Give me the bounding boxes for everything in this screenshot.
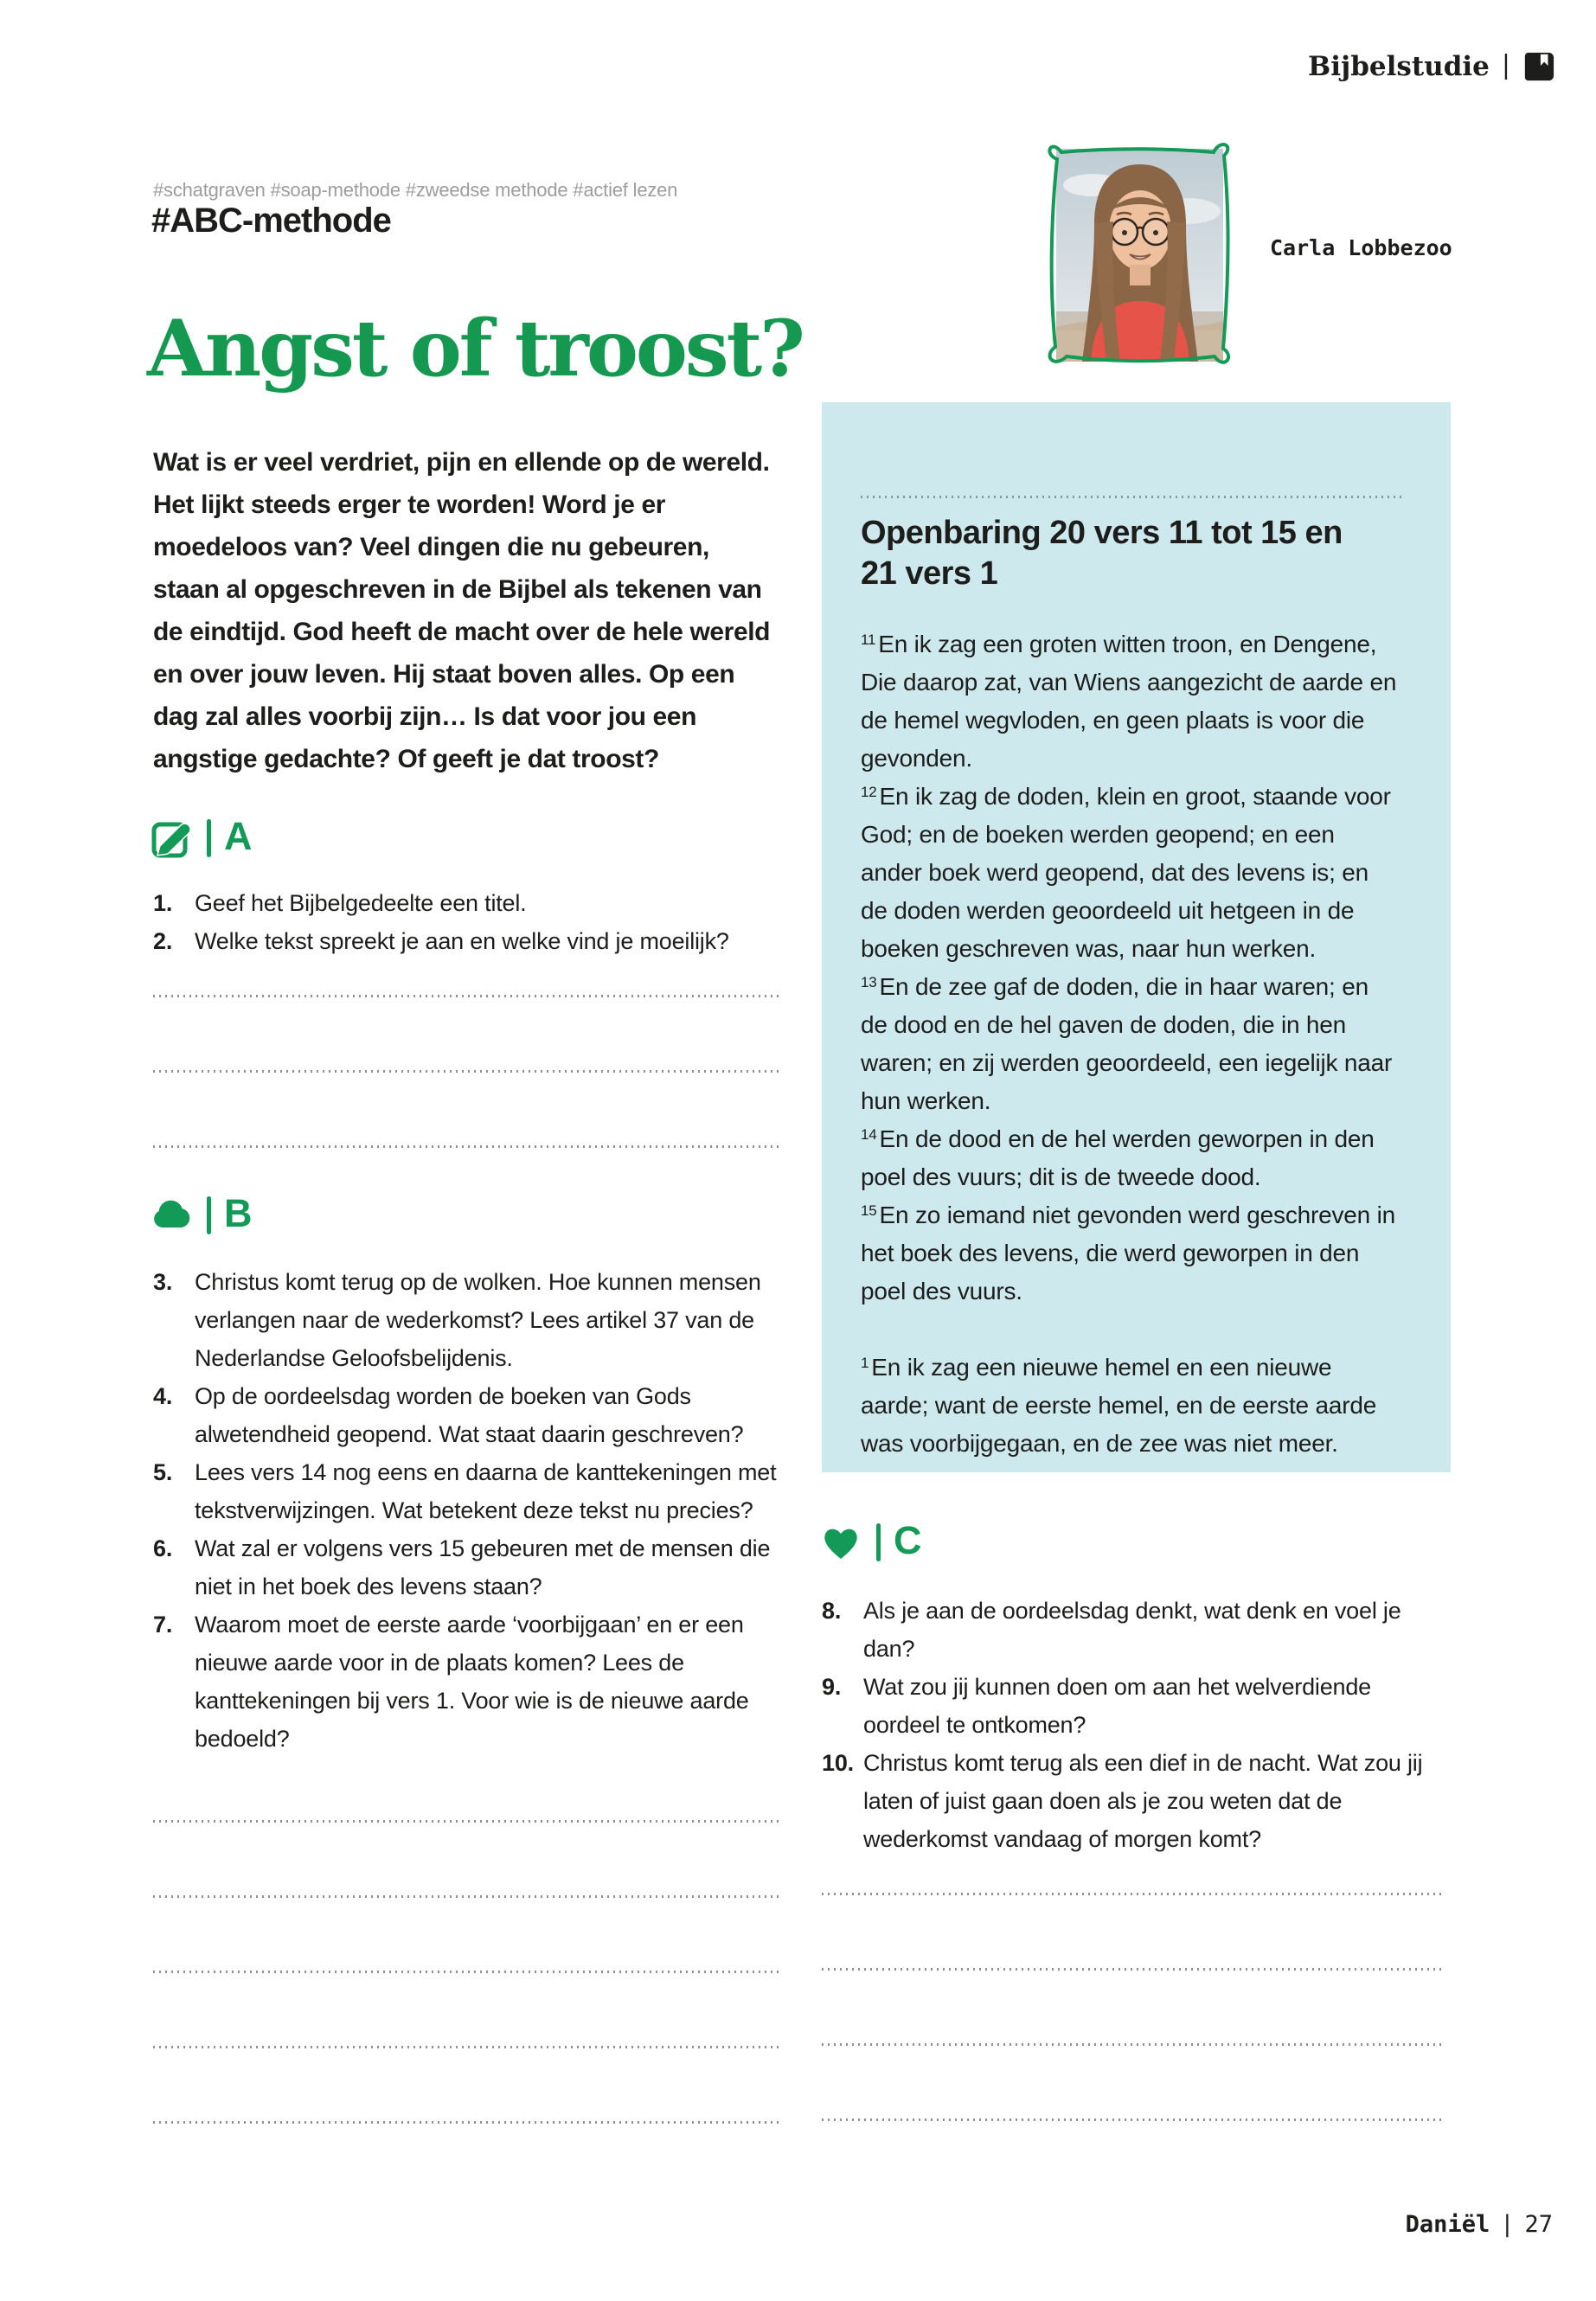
answer-line <box>822 2043 1443 2046</box>
question-item <box>822 1744 1446 1858</box>
question-text: Wat zou jij kunnen doen om aan het welverdiende oordeel te ontkomen? <box>863 1674 1371 1738</box>
question-number: 2. <box>153 928 173 954</box>
verse-number: 13 <box>861 974 877 990</box>
question-text: Geef het Bijbelgedeelte een titel. <box>195 890 527 916</box>
section-b-answer-lines <box>153 1820 779 2127</box>
question-item <box>153 1453 781 1529</box>
question-text: Christus komt terug op de wolken. Hoe kunnen mensen verlangen naar de wederkomst? Lees artikel 37 van de Nederlandse Geloofsbelijdenis. <box>195 1269 761 1371</box>
verse-number: 14 <box>861 1126 877 1143</box>
verse-text: En ik zag een nieuwe hemel en een nieuwe aarde; want de eerste hemel, en de eerste aarde was voorbijgegaan, en de zee was niet meer. <box>861 1354 1377 1457</box>
question-item <box>153 1263 781 1377</box>
heart-icon <box>818 1520 863 1565</box>
question-number: 5. <box>153 1459 173 1485</box>
answer-line <box>822 2118 1443 2121</box>
section-a-letter: A <box>224 813 253 858</box>
answer-line <box>153 1820 779 1823</box>
question-number: 4. <box>153 1383 173 1409</box>
section-b-questions <box>153 1263 781 1758</box>
author-name: Carla Lobbezoo <box>1270 235 1452 260</box>
section-c-letter: C <box>894 1517 922 1562</box>
page-header <box>1308 50 1555 83</box>
section-divider <box>207 819 211 857</box>
answer-line <box>153 1971 779 1973</box>
question-number: 7. <box>153 1612 173 1638</box>
verse <box>861 1120 1401 1196</box>
verse-number: 1 <box>861 1355 869 1371</box>
section-a-answer-lines <box>153 995 779 1150</box>
question-item <box>153 922 781 960</box>
question-number: 6. <box>153 1535 173 1561</box>
section-b-letter: B <box>224 1190 253 1235</box>
question-number: 8. <box>822 1598 842 1624</box>
verse <box>861 625 1401 778</box>
question-item <box>822 1592 1446 1668</box>
section-a-questions <box>153 884 781 960</box>
answer-line <box>153 2121 779 2124</box>
page-footer <box>1406 2211 1553 2238</box>
question-item <box>822 1668 1446 1744</box>
section-c-answer-lines <box>822 1893 1443 2126</box>
section-divider <box>207 1196 211 1234</box>
answer-line <box>153 995 779 997</box>
answer-line <box>822 1968 1443 1971</box>
question-item <box>153 1377 781 1453</box>
hand-drawn-frame <box>1037 131 1243 384</box>
question-text: Welke tekst spreekt je aan en welke vind je moeilijk? <box>195 928 729 954</box>
question-item <box>153 884 781 922</box>
cloud-icon <box>149 1193 194 1238</box>
section-a-header <box>149 815 253 862</box>
intro-paragraph: Wat is er veel verdriet, pijn en ellende op de wereld. Het lijkt steeds erger te worden! Word je er moedeloos van? Veel dingen die nu gebeuren, staan al opgeschreven in de Bijbel als tekenen van de eindtijd. God heeft de macht over de hele wereld en over jouw leven. Hij staat boven alles. Op een dag zal alles voorbij zijn… Is dat voor jou een angstige gedachte? Of geeft je dat troost? <box>153 448 771 773</box>
question-text: Lees vers 14 nog eens en daarna de kanttekeningen met tekstverwijzingen. Wat betekent deze tekst nu precies? <box>195 1459 777 1523</box>
page-title: Angst of troost? <box>147 303 803 395</box>
footer-separator: | <box>1500 2211 1515 2238</box>
verse-text: En de zee gaf de doden, die in haar waren; en de dood en de hel gaven de doden, die in hen waren; en zij werden geoordeeld, een iegelijk naar hun werken. <box>861 973 1393 1114</box>
question-item <box>153 1529 781 1606</box>
question-text: Op de oordeelsdag worden de boeken van Gods alwetendheid geopend. Wat staat daarin geschreven? <box>195 1383 744 1447</box>
scripture-divider <box>861 496 1401 498</box>
question-number: 10. <box>822 1750 854 1776</box>
answer-line <box>822 1893 1443 1895</box>
verse-text: En de dood en de hel werden geworpen in den poel des vuurs; dit is de tweede dood. <box>861 1125 1375 1190</box>
verse-text: En ik zag de doden, klein en groot, staande voor God; en de boeken werden geopend; en een ander boek werd geopend, dat des levens is; en de doden werden geoordeeld uit hetgeen in de boeken geschreven was, naar hun werken. <box>861 783 1391 962</box>
method-tag: #ABC-methode <box>151 202 391 240</box>
question-number: 1. <box>153 890 173 916</box>
edit-icon <box>149 816 194 861</box>
book-icon <box>1522 50 1555 83</box>
footer-book-name: Daniël <box>1405 2211 1490 2238</box>
verse <box>861 968 1401 1120</box>
answer-line <box>153 2046 779 2048</box>
verse-text: En zo iemand niet gevonden werd geschreven in het boek des levens, die werd geworpen in den poel des vuurs. <box>861 1202 1396 1304</box>
verse <box>861 1349 1401 1463</box>
question-text: Waarom moet de eerste aarde ‘voorbijgaan’ en er een nieuwe aarde voor in de plaats komen? Lees de kanttekeningen bij vers 1. Voor wie is de nieuwe aarde bedoeld? <box>195 1612 749 1752</box>
question-text: Als je aan de oordeelsdag denkt, wat denk en voel je dan? <box>863 1598 1401 1662</box>
scripture-verses <box>861 625 1401 1463</box>
scripture-heading: Openbaring 20 vers 11 tot 15 en 21 vers 1 <box>861 515 1343 592</box>
question-number: 3. <box>153 1269 173 1295</box>
hashtags: #schatgraven #soap-methode #zweedse methode #actief lezen <box>153 179 678 201</box>
question-number: 9. <box>822 1674 842 1700</box>
verse-number: 12 <box>861 784 877 800</box>
answer-line <box>153 1070 779 1073</box>
question-text: Wat zal er volgens vers 15 gebeuren met de mensen die niet in het boek des levens staan? <box>195 1535 771 1599</box>
section-divider <box>876 1523 881 1561</box>
header-title: Bijbelstudie <box>1308 51 1490 82</box>
section-c-header <box>818 1519 922 1566</box>
question-item <box>153 1606 781 1758</box>
verse <box>861 778 1401 968</box>
verse-number: 11 <box>861 631 876 648</box>
section-b-header <box>149 1192 253 1239</box>
section-c-questions <box>822 1592 1446 1858</box>
header-separator: | <box>1501 49 1510 80</box>
verse <box>861 1196 1401 1311</box>
verse-number: 15 <box>861 1202 877 1219</box>
answer-line <box>153 1895 779 1898</box>
footer-page-number: 27 <box>1524 2211 1553 2238</box>
verse-text: En ik zag een groten witten troon, en Dengene, Die daarop zat, van Wiens aangezicht de aarde en de hemel wegvloden, en geen plaats is voor die gevonden. <box>861 631 1397 772</box>
scripture-box <box>822 402 1451 1472</box>
answer-line <box>153 1145 779 1148</box>
question-text: Christus komt terug als een dief in de nacht. Wat zou jij laten of juist gaan doen als je zou weten dat de wederkomst vandaag of morgen komt? <box>863 1750 1423 1852</box>
